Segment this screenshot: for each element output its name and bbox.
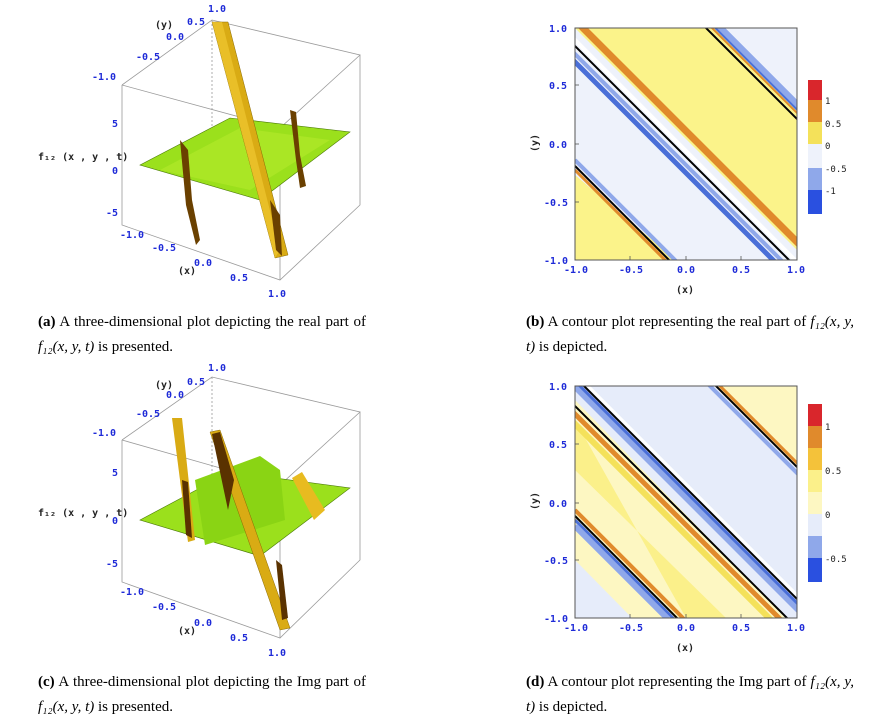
panel-c (0, 360, 430, 719)
x-tick: 1.0 (787, 265, 806, 276)
y-tick: -1.0 (92, 72, 117, 83)
x-tick: -1.0 (564, 623, 589, 634)
x-tick: 1.0 (268, 289, 287, 300)
caption-b (526, 310, 854, 360)
ylabel-a: (y) (155, 20, 174, 31)
y-tick: -1.0 (544, 256, 569, 267)
caption-end: is depicted. (538, 699, 608, 715)
x-tick: -0.5 (619, 623, 644, 634)
y-tick: 0.5 (187, 17, 206, 28)
ylabel-c: (y) (155, 380, 174, 391)
z-tick: 0 (112, 516, 119, 527)
y-tick: -1.0 (544, 614, 569, 625)
caption-d (526, 670, 854, 720)
x-ticks-b (564, 265, 805, 276)
y-tick: 0.5 (187, 377, 206, 388)
caption-text: A contour plot representing the Img part of (547, 674, 807, 690)
z-ticks-c (106, 468, 118, 570)
legend-tick: 0 (825, 142, 831, 152)
z-tick: 5 (112, 468, 119, 479)
caption-math: f₁₂(x, y, t) (526, 314, 855, 355)
caption-tag: (d) (526, 674, 545, 690)
z-ticks-a (106, 119, 118, 219)
x-ticks-d (564, 623, 805, 634)
xlabel-d: (x) (676, 643, 695, 654)
x-tick: -0.5 (152, 243, 177, 254)
x-tick: -1.0 (120, 587, 145, 598)
ylabel-d: (y) (530, 491, 541, 510)
contour-plot-d (436, 360, 872, 660)
x-tick: -0.5 (152, 602, 177, 613)
caption-text: A contour plot representing the real part of (547, 314, 807, 330)
x-tick: 1.0 (787, 623, 806, 634)
y-tick: -0.5 (136, 409, 161, 420)
caption-tag: (b) (526, 314, 545, 330)
caption-math: f₁₂(x, y, t) (38, 699, 95, 715)
caption-math: f₁₂(x, y, t) (526, 674, 854, 715)
contour-plot-b (436, 0, 872, 300)
ylabel-b: (y) (530, 133, 541, 152)
panel-d (436, 360, 872, 719)
y-tick: 0.0 (166, 390, 185, 401)
caption-end: is depicted. (538, 339, 608, 355)
caption-end: is presented. (98, 339, 173, 355)
legend-tick: 0.5 (825, 120, 842, 130)
y-tick: 1.0 (549, 24, 568, 35)
caption-tag: (a) (38, 314, 56, 330)
z-tick: -5 (106, 208, 119, 219)
y-tick: 0.0 (166, 32, 185, 43)
legend-tick: 1 (825, 423, 831, 433)
y-ticks-d (544, 382, 568, 625)
z-tick: 5 (112, 119, 119, 130)
y-tick: 1.0 (208, 363, 227, 374)
xlabel-c: (x) (178, 626, 197, 637)
zlabel-c: f₁₂ (x , y , t) (38, 508, 129, 519)
x-tick: 0.0 (194, 258, 213, 269)
legend-tick: -0.5 (825, 165, 847, 175)
x-tick: 0.5 (230, 273, 249, 284)
legend-tick: 1 (825, 97, 831, 107)
surface-plot-c (0, 360, 430, 660)
caption-text: A three-dimensional plot depicting the Img part of (58, 674, 366, 690)
z-tick: 0 (112, 166, 119, 177)
legend-tick: -0.5 (825, 555, 847, 565)
y-ticks-b (544, 24, 568, 267)
caption-c (38, 670, 366, 720)
surface-plot-a (0, 0, 430, 300)
panel-b (436, 0, 872, 360)
y-tick: -0.5 (136, 52, 161, 63)
panel-a (0, 0, 430, 360)
x-tick: 1.0 (268, 648, 287, 659)
x-tick: 0.0 (677, 623, 696, 634)
legend-tick: 0.5 (825, 467, 842, 477)
y-tick: 0.5 (549, 81, 568, 92)
z-tick: -5 (106, 559, 119, 570)
x-tick: 0.5 (230, 633, 249, 644)
xlabel-b: (x) (676, 285, 695, 296)
y-tick: 1.0 (549, 382, 568, 393)
y-tick: 0.5 (549, 440, 568, 451)
y-tick: 0.0 (549, 140, 568, 151)
colorbar-d (808, 404, 847, 582)
x-tick: 0.0 (194, 618, 213, 629)
x-ticks-a (120, 230, 286, 300)
x-ticks-c (120, 587, 286, 659)
y-tick: -0.5 (544, 556, 569, 567)
y-ticks-a (92, 4, 226, 83)
y-ticks-c (92, 363, 226, 439)
x-tick: -1.0 (564, 265, 589, 276)
caption-a (38, 310, 366, 360)
caption-end: is presented. (98, 699, 173, 715)
xlabel-a: (x) (178, 266, 197, 277)
y-tick: 0.0 (549, 499, 568, 510)
caption-text: A three-dimensional plot depicting the real part of (59, 314, 366, 330)
x-tick: 0.0 (677, 265, 696, 276)
caption-tag: (c) (38, 674, 55, 690)
caption-math: f₁₂(x, y, t) (38, 339, 95, 355)
x-tick: 0.5 (732, 265, 751, 276)
legend-tick: -1 (825, 187, 836, 197)
x-tick: -0.5 (619, 265, 644, 276)
zlabel-a: f₁₂ (x , y , t) (38, 152, 129, 163)
legend-tick: 0 (825, 511, 831, 521)
y-tick: -1.0 (92, 428, 117, 439)
x-tick: -1.0 (120, 230, 145, 241)
y-tick: 1.0 (208, 4, 227, 15)
colorbar-b (808, 80, 847, 214)
y-tick: -0.5 (544, 198, 569, 209)
x-tick: 0.5 (732, 623, 751, 634)
